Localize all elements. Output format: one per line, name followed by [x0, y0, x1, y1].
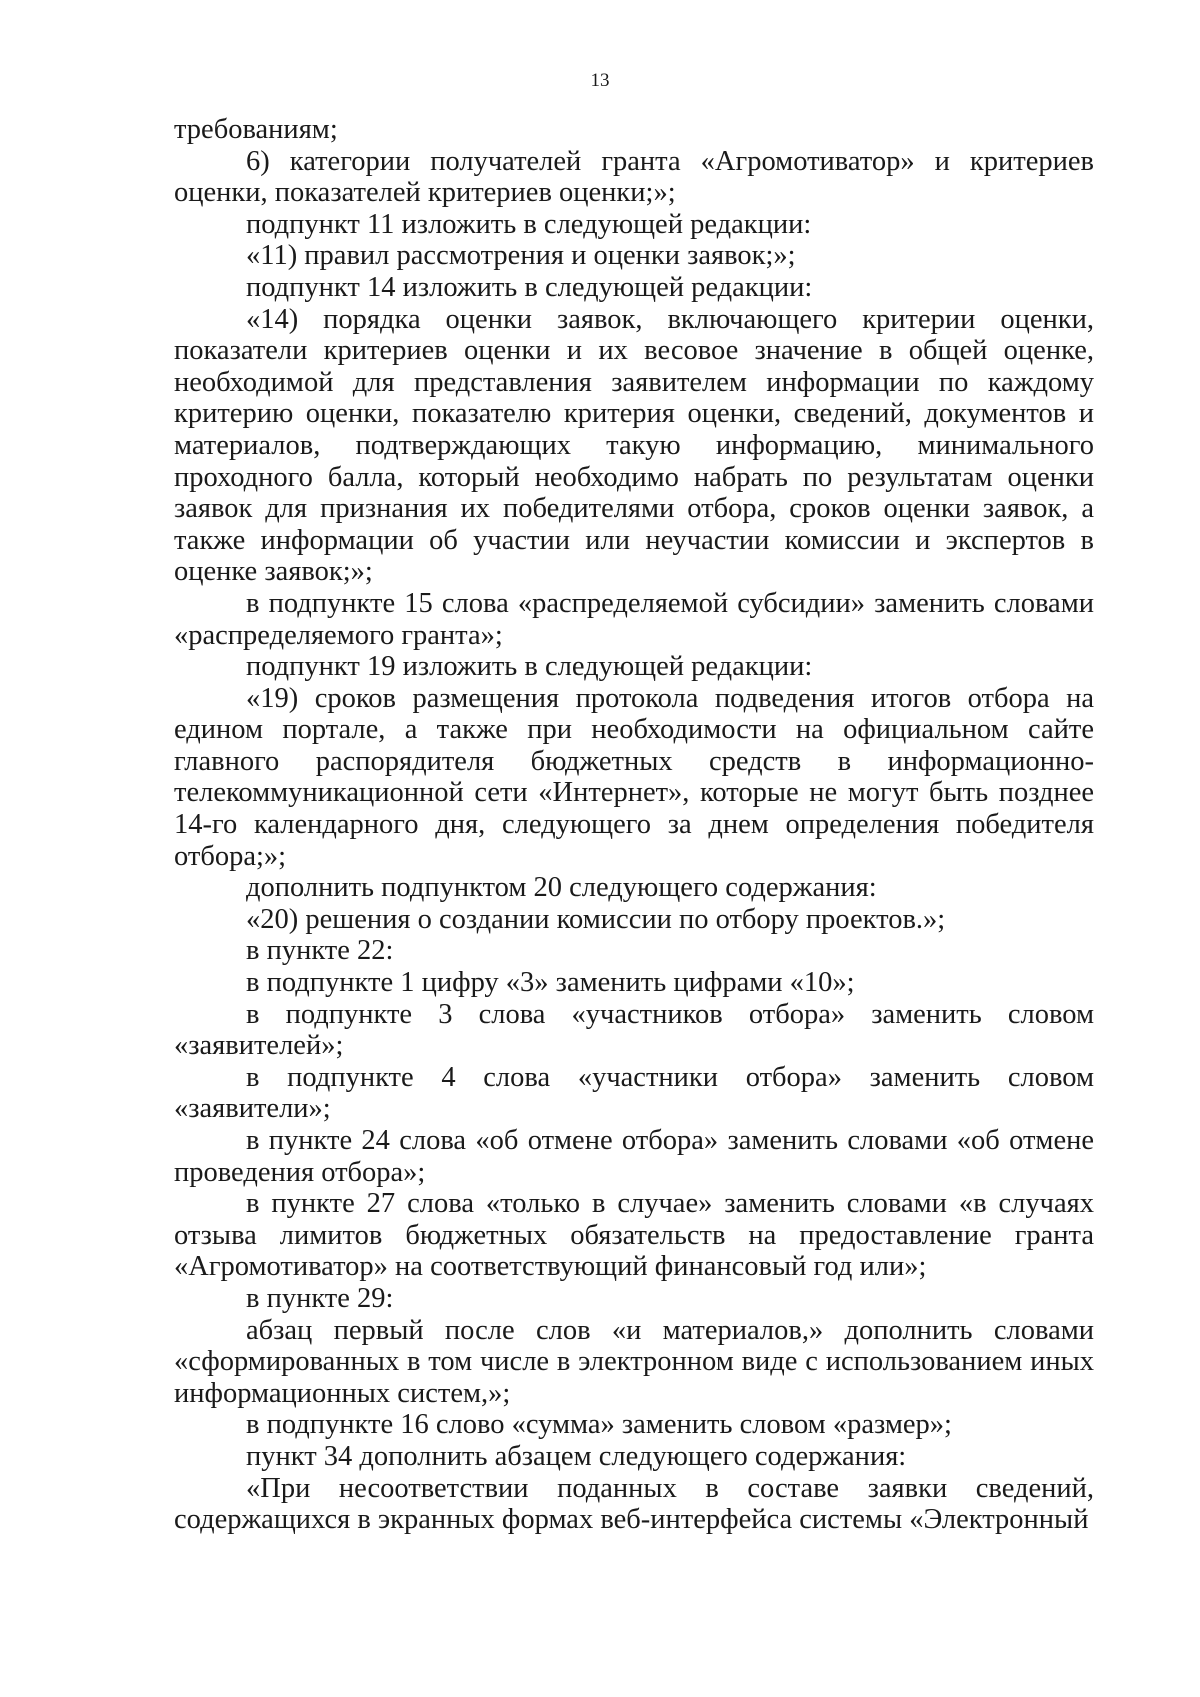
- paragraph: подпункт 19 изложить в следующей редакции:: [246, 651, 813, 683]
- paragraph: в подпункте 3 слова «участников отбора» заменить словом «заявителей»;: [174, 998, 1094, 1062]
- paragraph: дополнить подпунктом 20 следующего содержания:: [246, 872, 877, 904]
- paragraph: подпункт 14 изложить в следующей редакции:: [246, 271, 813, 303]
- paragraph: подпункт 11 изложить в следующей редакции:: [246, 208, 812, 240]
- paragraph: в подпункте 15 слова «распределяемой субсидии» заменить словами «распределяемого гранта»;: [174, 587, 1094, 651]
- paragraph: в подпункте 1 цифру «3» заменить цифрами «10»;: [246, 967, 855, 999]
- paragraph: «11) правил рассмотрения и оценки заявок;»;: [246, 240, 796, 272]
- paragraph: в подпункте 4 слова «участники отбора» заменить словом «заявители»;: [174, 1061, 1094, 1125]
- paragraph: пункт 34 дополнить абзацем следующего содержания:: [246, 1440, 907, 1472]
- page-number: 13: [590, 70, 610, 91]
- paragraph: «При несоответствии поданных в составе заявки сведений, содержащихся в экранных формах веб-интерфейса системы «Электронный: [174, 1472, 1094, 1536]
- paragraph: в пункте 29:: [246, 1282, 394, 1314]
- paragraph: в подпункте 16 слово «сумма» заменить словом «размер»;: [246, 1409, 952, 1441]
- paragraph: в пункте 22:: [246, 935, 394, 967]
- paragraph: абзац первый после слов «и материалов,» дополнить словами «сформированных в том числе в электронном виде с использованием иных информационных систем,»;: [174, 1314, 1094, 1409]
- paragraph: в пункте 27 слова «только в случае» заменить словами «в случаях отзыва лимитов бюджетных обязательств на предоставление гранта «Агромотиватор» на соответствующий финансовый год или»;: [174, 1188, 1094, 1283]
- paragraph: требованиям;: [174, 114, 338, 145]
- paragraph: «20) решения о создании комиссии по отбору проектов.»;: [246, 903, 946, 935]
- paragraph: в пункте 24 слова «об отмене отбора» заменить словами «об отмене проведения отбора»;: [174, 1125, 1094, 1188]
- paragraph: 6) категории получателей гранта «Агромотиватор» и критериев оценки, показателей критериев оценки;»;: [174, 145, 1094, 209]
- document-body: [174, 114, 1094, 1536]
- paragraph: «19) сроков размещения протокола подведения итогов отбора на едином портале, а также при необходимости на официальном сайте главного распорядителя бюджетных средств в информационно-телекоммуникационной сети «Интернет», которые не могут быть позднее 14-го календарного дня, следующего за днем определения победителя отбора;»;: [174, 682, 1094, 872]
- paragraph: «14) порядка оценки заявок, включающего критерии оценки, показатели критериев оценки и их весовое значение в общей оценке, необходимой для представления заявителем информации по каждому критерию оценки, показателю критерия оценки, сведений, документов и материалов, подтверждающих такую информацию, минимального проходного балла, который необходимо набрать по результатам оценки заявок для признания их победителями отбора, сроков оценки заявок, а также информации об участии или неучастии комиссии и экспертов в оценке заявок;»;: [174, 303, 1094, 588]
